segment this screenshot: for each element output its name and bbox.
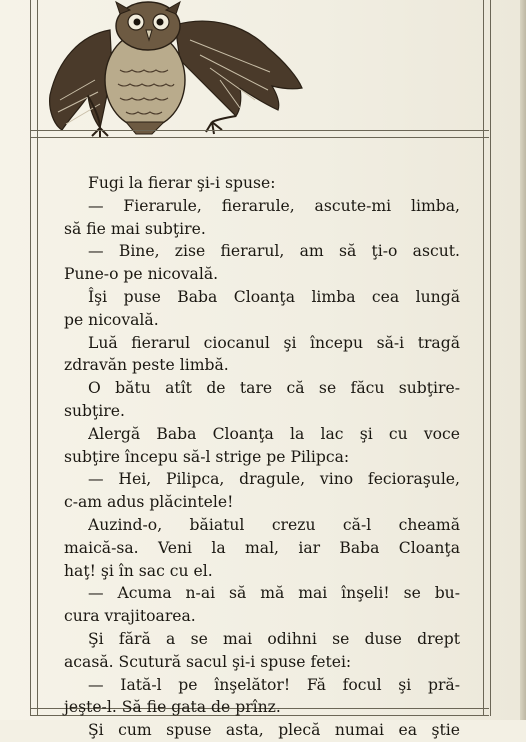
story-line: Şi fără a se mai odihni se duse drept xyxy=(88,629,460,648)
story-line: cura vrajitoarea. xyxy=(64,607,196,626)
story-line: — Iată-l pe înşelător! Fă focul şi pră- xyxy=(88,675,460,694)
frame-top-bar xyxy=(30,130,489,138)
story-line: pe nicovală. xyxy=(64,310,159,329)
story-line: acasă. Scutură sacul şi-i spuse fetei: xyxy=(64,652,352,671)
story-line: Luă fierarul ciocanul şi începu să-i tragă xyxy=(88,333,460,352)
story-line: Pune-o pe nicovală. xyxy=(64,265,219,284)
story-line: — Acuma n-ai să mă mai înşeli! se bu- xyxy=(88,584,460,603)
story-line: — Fierarule, fierarule, ascute-mi limba, xyxy=(88,196,460,215)
page-edge xyxy=(520,0,526,720)
story-line: să fie mai subţire. xyxy=(64,219,206,238)
story-line: subţire. xyxy=(64,401,125,420)
story-line: Fugi la fierar şi-i spuse: xyxy=(88,174,276,192)
story-line: subţire începu să-l strige pe Pilipca: xyxy=(64,447,350,466)
story-line: Îşi puse Baba Cloanţa limba cea lungă xyxy=(88,287,460,306)
story-line: — Bine, zise fierarul, am să ţi-o ascut. xyxy=(88,242,460,261)
frame-left-border xyxy=(30,0,38,716)
story-line: Şi cum spuse asta, plecă numai ea ştie xyxy=(88,721,460,740)
story-line: c-am adus plăcintele! xyxy=(64,493,234,512)
story-text xyxy=(64,172,460,742)
story-line: zdravăn peste limbă. xyxy=(64,356,229,375)
story-line: Alergă Baba Cloanţa la lac şi cu voce xyxy=(88,424,460,443)
frame-right-border xyxy=(483,0,491,716)
story-line: O bătu atît de tare că se făcu subţire- xyxy=(88,379,460,398)
story-line: jeşte-l. Să fie gata de prînz. xyxy=(64,698,281,717)
story-line: — Hei, Pilipca, dragule, vino fecioraşule, xyxy=(88,470,460,489)
story-line: Auzind-o, băiatul crezu că-l cheamă xyxy=(88,515,460,534)
story-line: maică-sa. Veni la mal, iar Baba Cloanţa xyxy=(64,538,460,557)
owl-icon xyxy=(40,0,310,145)
story-line: haţ! şi în sac cu el. xyxy=(64,561,213,580)
